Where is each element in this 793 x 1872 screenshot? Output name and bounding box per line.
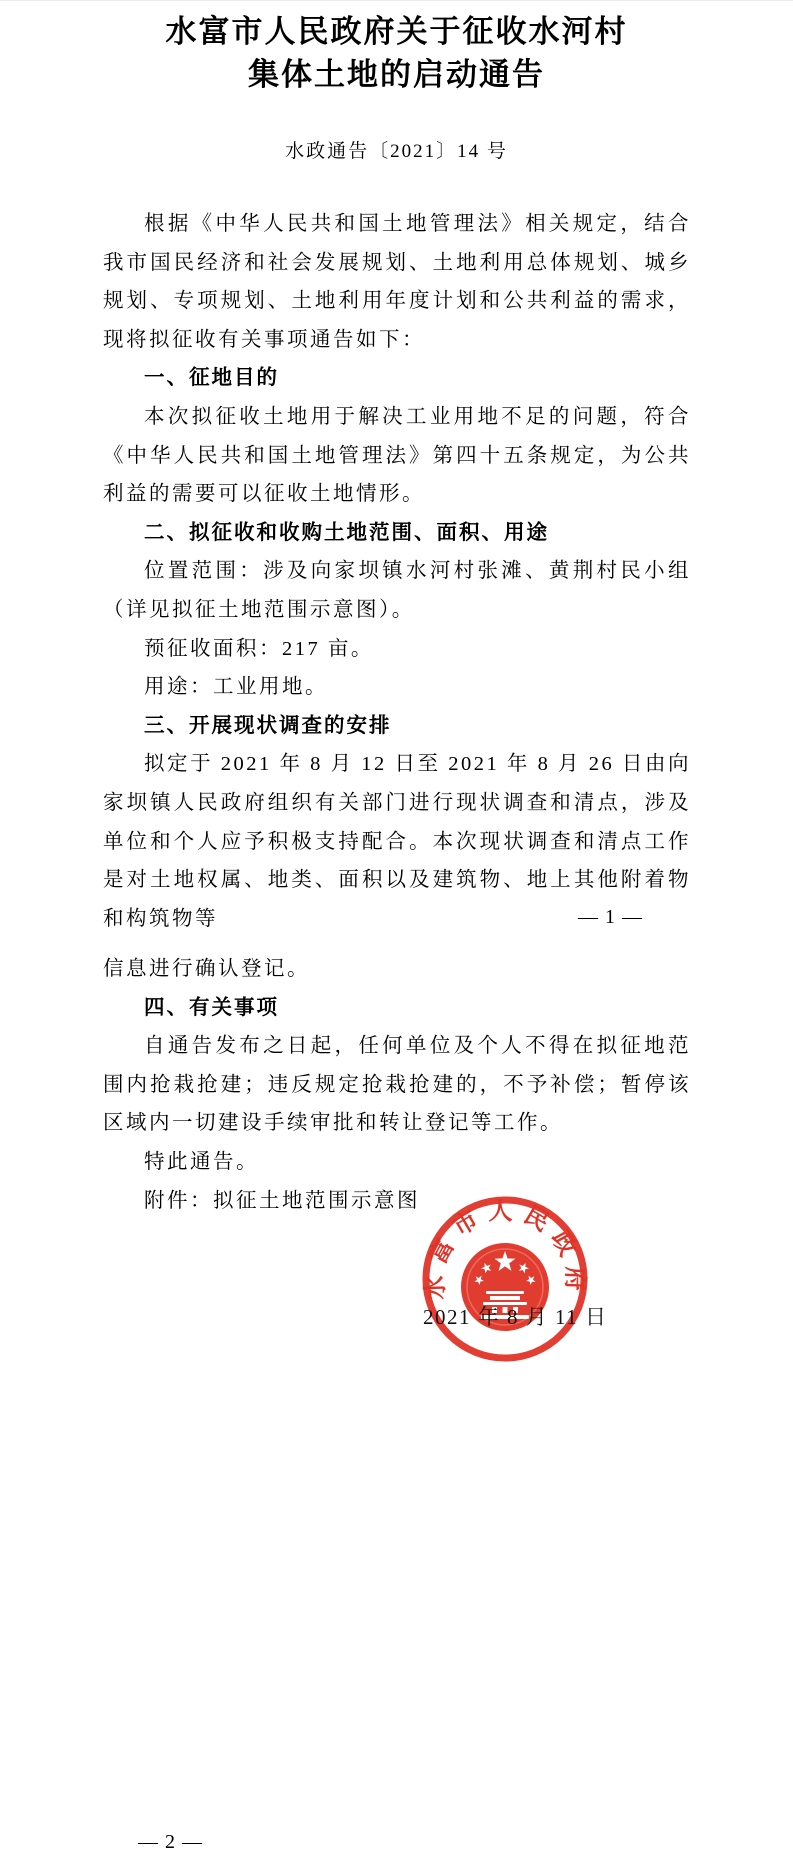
- paragraph: 本次拟征收土地用于解决工业用地不足的问题，符合《中华人民共和国土地管理法》第四十五条规定，为公共利益的需要可以征收土地情形。: [103, 405, 691, 506]
- issue-date: 2021 年 8 月 11 日: [423, 1305, 608, 1329]
- section-heading: 四、有关事项: [144, 995, 279, 1019]
- title-line-1: 水富市人民政府关于征收水河村: [165, 14, 628, 49]
- page1-body: [103, 205, 691, 938]
- section-heading: 一、征地目的: [144, 366, 279, 390]
- paragraph: 根据《中华人民共和国土地管理法》相关规定，结合我市国民经济和社会发展规划、土地利用总体规划、城乡规划、专项规划、土地利用年度计划和公共利益的需求，现将拟征收有关事项通告如下：: [103, 213, 691, 351]
- paragraph: 用途：工业用地。: [144, 676, 328, 699]
- paragraph: 预征收面积：217 亩。: [144, 637, 374, 660]
- paragraph: 信息进行确认登记。: [103, 958, 310, 980]
- paragraph: 自通告发布之日起，任何单位及个人不得在拟征地范围内抢栽抢建；违反规定抢栽抢建的，不予补偿；暂停该区域内一切建设手续审批和转让登记等工作。: [103, 1035, 691, 1135]
- section-heading: 二、拟征收和收购土地范围、面积、用途: [144, 520, 549, 544]
- paragraph: 位置范围：涉及向家坝镇水河村张滩、黄荆村民小组（详见拟征土地范围示意图）。: [103, 560, 691, 621]
- seal-arc-text: 水富市人民政府: [422, 1199, 588, 1301]
- paragraph: 特此通告。: [144, 1150, 259, 1173]
- document-number: 水政通告〔2021〕14 号: [285, 141, 508, 162]
- paragraph: 附件：拟征土地范围示意图: [144, 1189, 420, 1212]
- page2-body: [103, 950, 691, 1220]
- paragraph: 拟定于 2021 年 8 月 12 日至 2021 年 8 月 26 日由向家坝镇人民政府组织有关部门进行现状调查和清点，涉及单位和个人应予积极支持配合。本次现状调查和清点工作是对土地权属、地类、面积以及建筑物、地上其他附着物和构筑物等: [103, 753, 691, 930]
- page2-number: — 2 —: [138, 1831, 203, 1853]
- title-line-2: 集体土地的启动通告: [248, 57, 545, 92]
- page-title: [0, 10, 793, 96]
- section-heading: 三、开展现状调查的安排: [144, 713, 392, 737]
- official-seal: [420, 1194, 590, 1364]
- page1-number: — 1 —: [578, 906, 643, 928]
